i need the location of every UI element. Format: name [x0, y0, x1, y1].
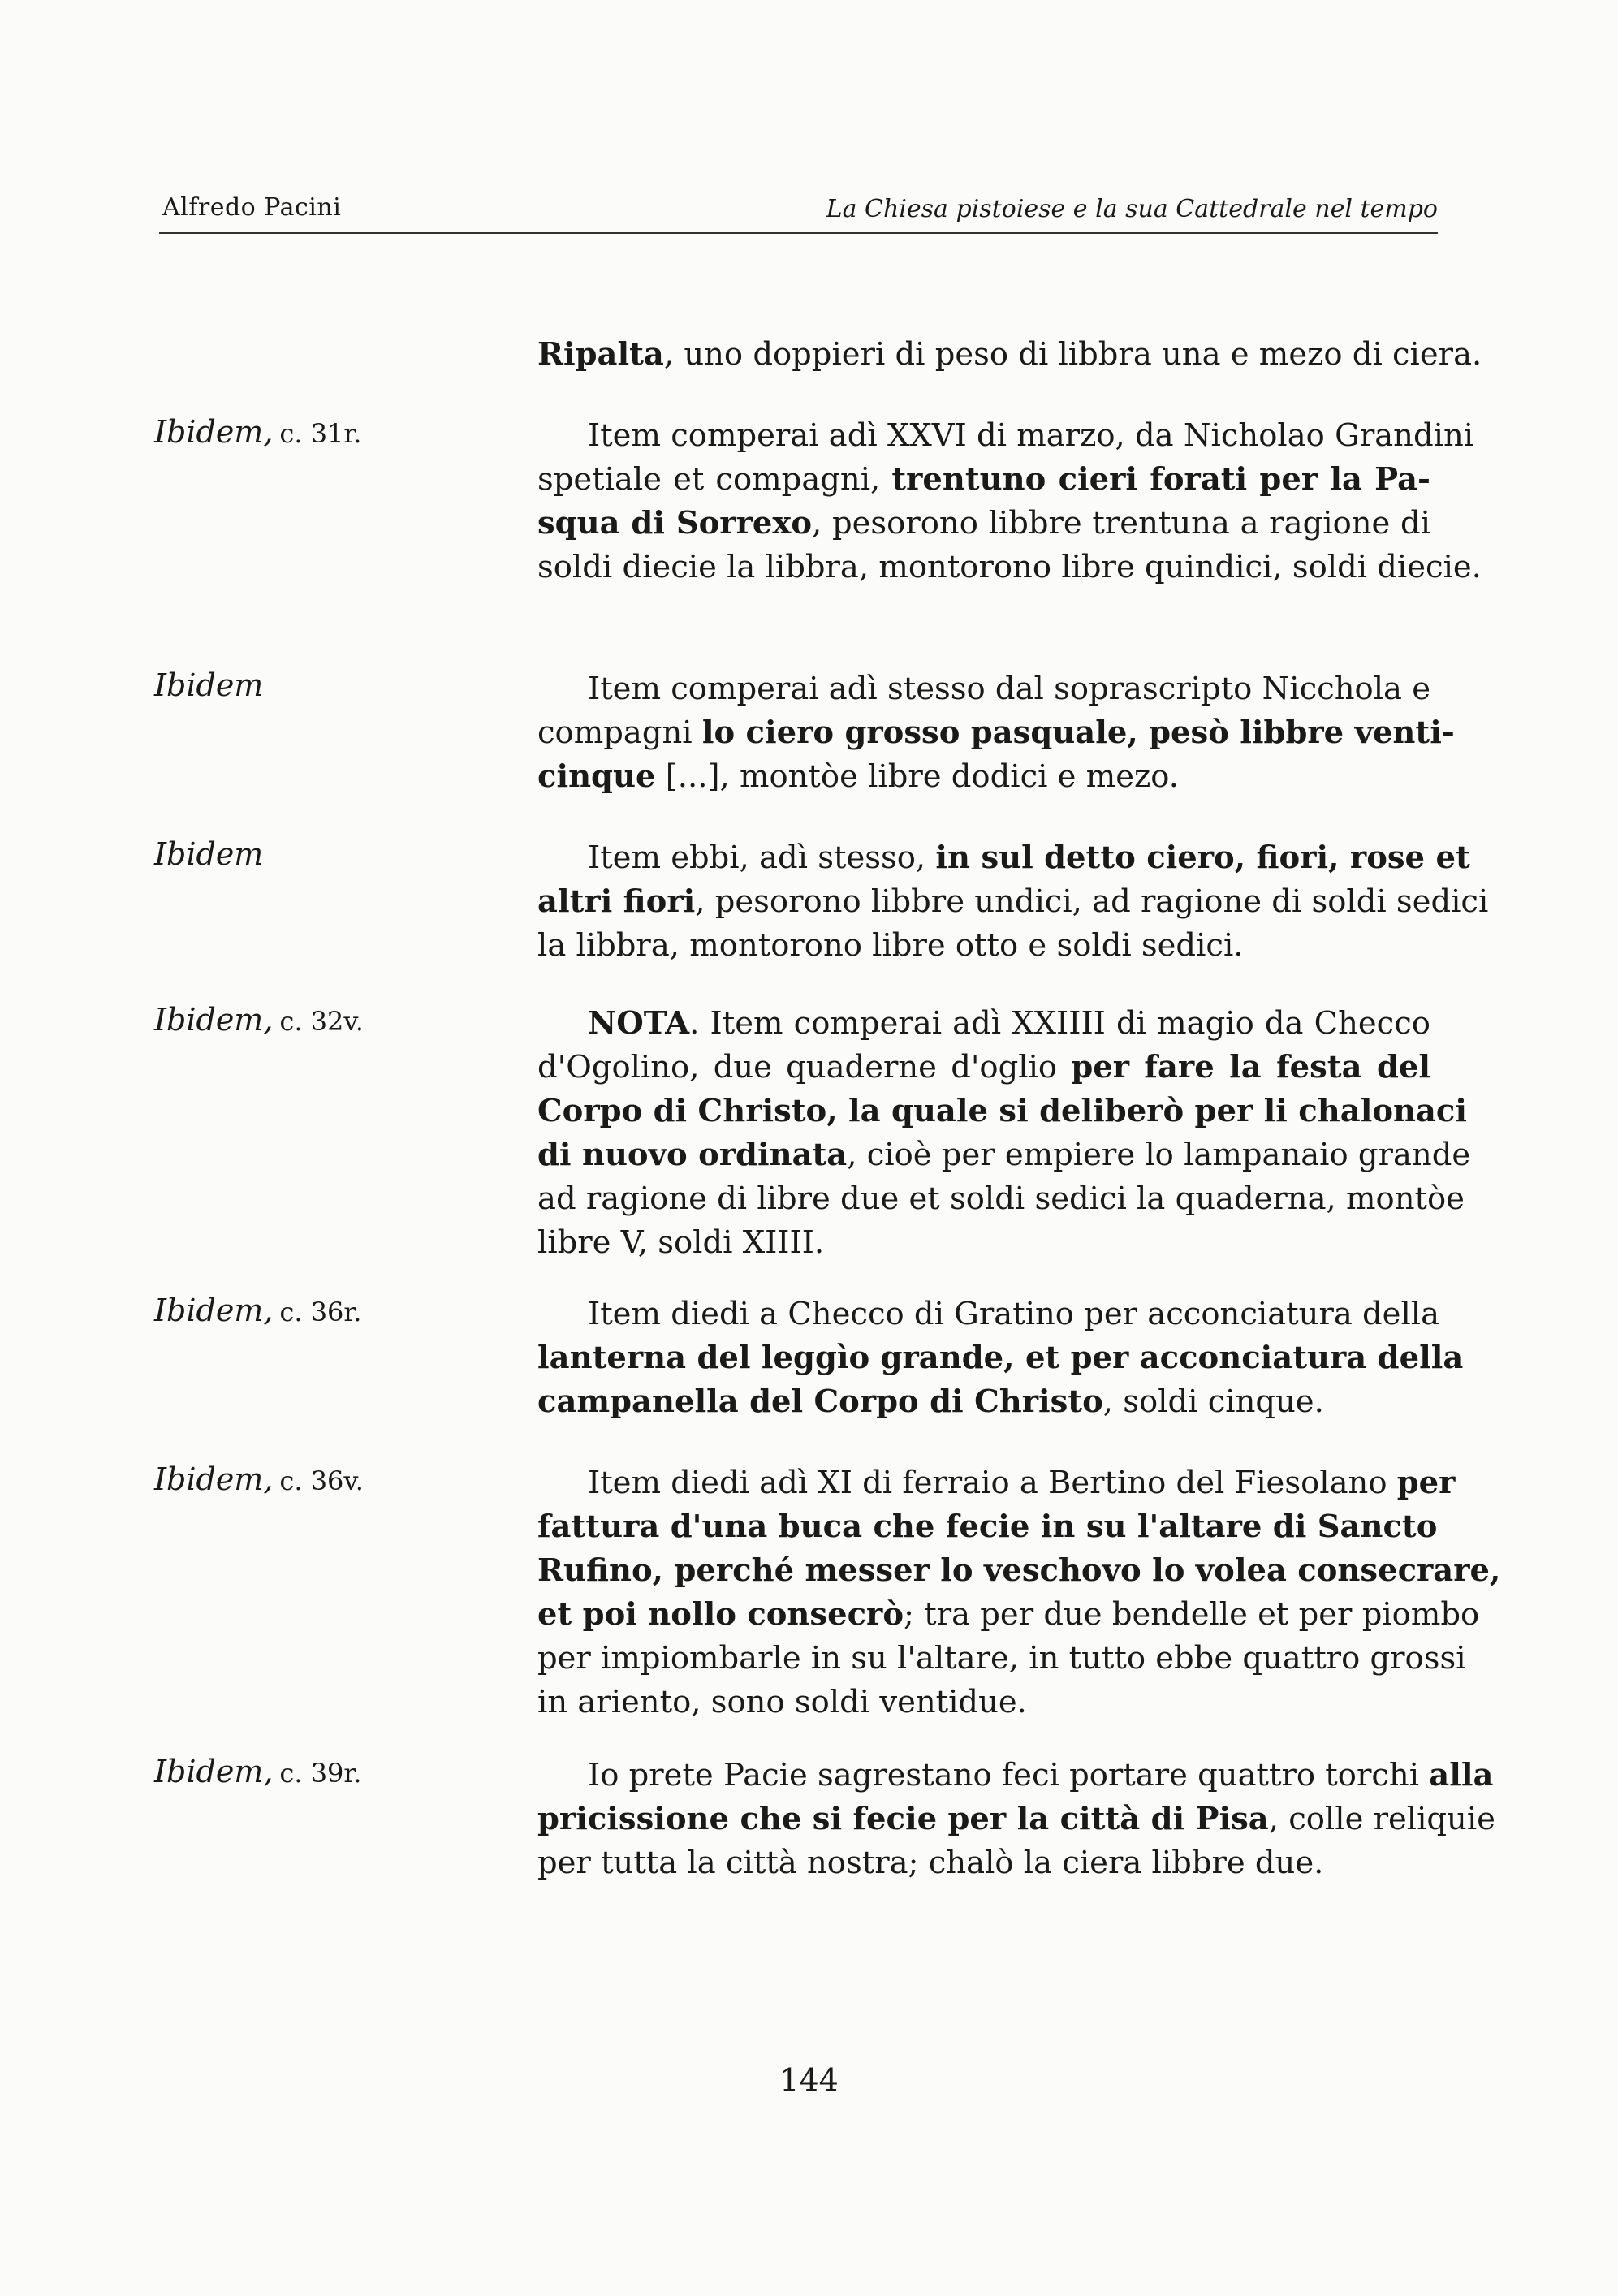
bold-text: di nuovo ordinata [537, 1137, 848, 1173]
text-line [537, 1841, 1430, 1885]
entry-body [537, 414, 1482, 589]
text-run: ad ragione di libre due et soldi sedici la quaderna, montòe [537, 1180, 1465, 1217]
bold-text: cinque [537, 758, 656, 795]
text-run: in ariento, sono soldi ventidue. [537, 1684, 1027, 1720]
text-line [537, 1293, 1440, 1336]
text-line [537, 502, 1430, 546]
page-number: 144 [779, 2062, 839, 2098]
text-run: Item diedi a Checco di Gratino per acconciatura della [588, 1296, 1440, 1332]
text-line [537, 414, 1474, 458]
bold-text: squa di Sorrexo [537, 505, 813, 542]
entry-reference: Ibidem, c. 36r. [154, 1293, 362, 1328]
entry-reference: Ibidem, c. 31r. [154, 414, 362, 450]
text-run: , soldi cinque. [1102, 1383, 1324, 1420]
text-run: la libbra, montorono libre otto e soldi sedici. [537, 927, 1244, 964]
text-line [537, 1046, 1430, 1090]
text-line [537, 1177, 1465, 1221]
entry-reference: Ibidem [154, 836, 264, 872]
text-run: Item comperai adì XXVI di marzo, da Nicholao Grandini [588, 417, 1474, 454]
text-line [537, 1798, 1495, 1841]
text-line [537, 836, 1470, 880]
text-line [537, 458, 1430, 502]
bold-text: fattura d'una buca che fecie in su l'altare di Sancto [537, 1508, 1438, 1545]
text-line [537, 1090, 1467, 1133]
text-run: , pesorono libbre undici, ad ragione di soldi sedici [695, 883, 1489, 920]
text-run: [...], montòe libre dodici e mezo. [655, 758, 1180, 795]
entry-body [537, 836, 1489, 968]
text-line [537, 333, 1482, 377]
header-author: Alfredo Pacini [162, 193, 342, 222]
bold-text: Ripalta [537, 336, 664, 373]
text-run: Io prete Pacie sagrestano feci portare quattro torchi [588, 1757, 1430, 1793]
text-line [537, 1593, 1480, 1637]
bold-text: Corpo di Christo, la quale si deliberò per li chalonaci [537, 1093, 1467, 1129]
text-run: libre V, soldi XIIII. [537, 1224, 825, 1261]
text-run: , cioè per empiere lo lampanaio grande [847, 1137, 1471, 1173]
text-line [537, 755, 1430, 799]
text-run: per tutta la città nostra; chalò la ciera libbre due. [537, 1845, 1324, 1881]
text-run: Item diedi adì XI di ferraio a Bertino del Fiesolano [588, 1465, 1397, 1501]
text-line [537, 1221, 1430, 1265]
bold-text: NOTA [588, 1005, 690, 1042]
text-run: spetiale et compagni, [537, 461, 892, 498]
text-line [537, 711, 1455, 755]
text-run: d'Ogolino, due quaderne d'oglio [537, 1049, 1072, 1085]
text-line [537, 1549, 1501, 1593]
text-line [537, 924, 1430, 968]
text-run: compagni [537, 714, 702, 751]
text-line [537, 1754, 1494, 1798]
text-run: . Item comperai adì XXIIII di magio da Checco [689, 1005, 1430, 1042]
text-run: Item comperai adì stesso dal soprascripto Nicchola e [588, 671, 1430, 707]
bold-text: per [1396, 1465, 1456, 1501]
text-run: , colle reliquie [1268, 1801, 1495, 1837]
text-line [537, 1336, 1464, 1380]
running-header [159, 193, 1438, 234]
bold-text: altri fiori [537, 883, 696, 920]
text-line [537, 1637, 1466, 1681]
text-line [537, 667, 1430, 711]
bold-text: lanterna del leggìo grande, et per acconciatura della [537, 1340, 1464, 1376]
entry-body [537, 1754, 1495, 1885]
header-rule [159, 232, 1438, 234]
entry-body [537, 1293, 1464, 1424]
entry-body [537, 667, 1455, 799]
text-line [537, 1133, 1471, 1177]
bold-text: lo ciero grosso pasquale, pesò libbre venti- [701, 714, 1455, 751]
bold-text: campanella del Corpo di Christo [537, 1383, 1103, 1420]
entry-reference: Ibidem, c. 32v. [154, 1002, 364, 1038]
text-run: soldi diecie la libbra, montorono libre quindici, soldi diecie. [537, 549, 1482, 585]
bold-text: per fare la festa del [1071, 1049, 1430, 1085]
text-run: per impiombarle in su l'altare, in tutto ebbe quattro grossi [537, 1640, 1466, 1677]
text-run: , uno doppieri di peso di libbra una e mezo di ciera. [663, 336, 1482, 373]
text-run: Item ebbi, adì stesso, [588, 839, 936, 876]
text-line [537, 1505, 1438, 1549]
text-line [537, 1002, 1430, 1046]
entry-reference: Ibidem, c. 36v. [154, 1461, 364, 1497]
text-line [537, 546, 1482, 589]
text-line [537, 880, 1489, 924]
bold-text: trentuno cieri forati per la Pa- [891, 461, 1430, 498]
entry-body [537, 1002, 1471, 1265]
entry-body [537, 333, 1482, 377]
bold-text: Rufino, perché messer lo veschovo lo volea consecrare, [537, 1552, 1501, 1589]
text-line [537, 1681, 1430, 1724]
bold-text: in sul detto ciero, fiori, rose et [935, 839, 1470, 876]
text-run: , pesorono libbre trentuna a ragione di [812, 505, 1430, 542]
bold-text: alla [1429, 1757, 1494, 1793]
entry-body [537, 1461, 1501, 1724]
text-run: ; tra per due bendelle et per piombo [904, 1596, 1480, 1633]
header-title: La Chiesa pistoiese e la sua Cattedrale nel tempo [826, 195, 1438, 223]
text-line [537, 1461, 1456, 1505]
bold-text: et poi nollo consecrò [537, 1596, 904, 1633]
bold-text: pricissione che si fecie per la città di Pisa [537, 1801, 1269, 1837]
text-line [537, 1380, 1430, 1424]
entry-reference: Ibidem [154, 667, 264, 703]
entry-reference: Ibidem, c. 39r. [154, 1754, 362, 1789]
